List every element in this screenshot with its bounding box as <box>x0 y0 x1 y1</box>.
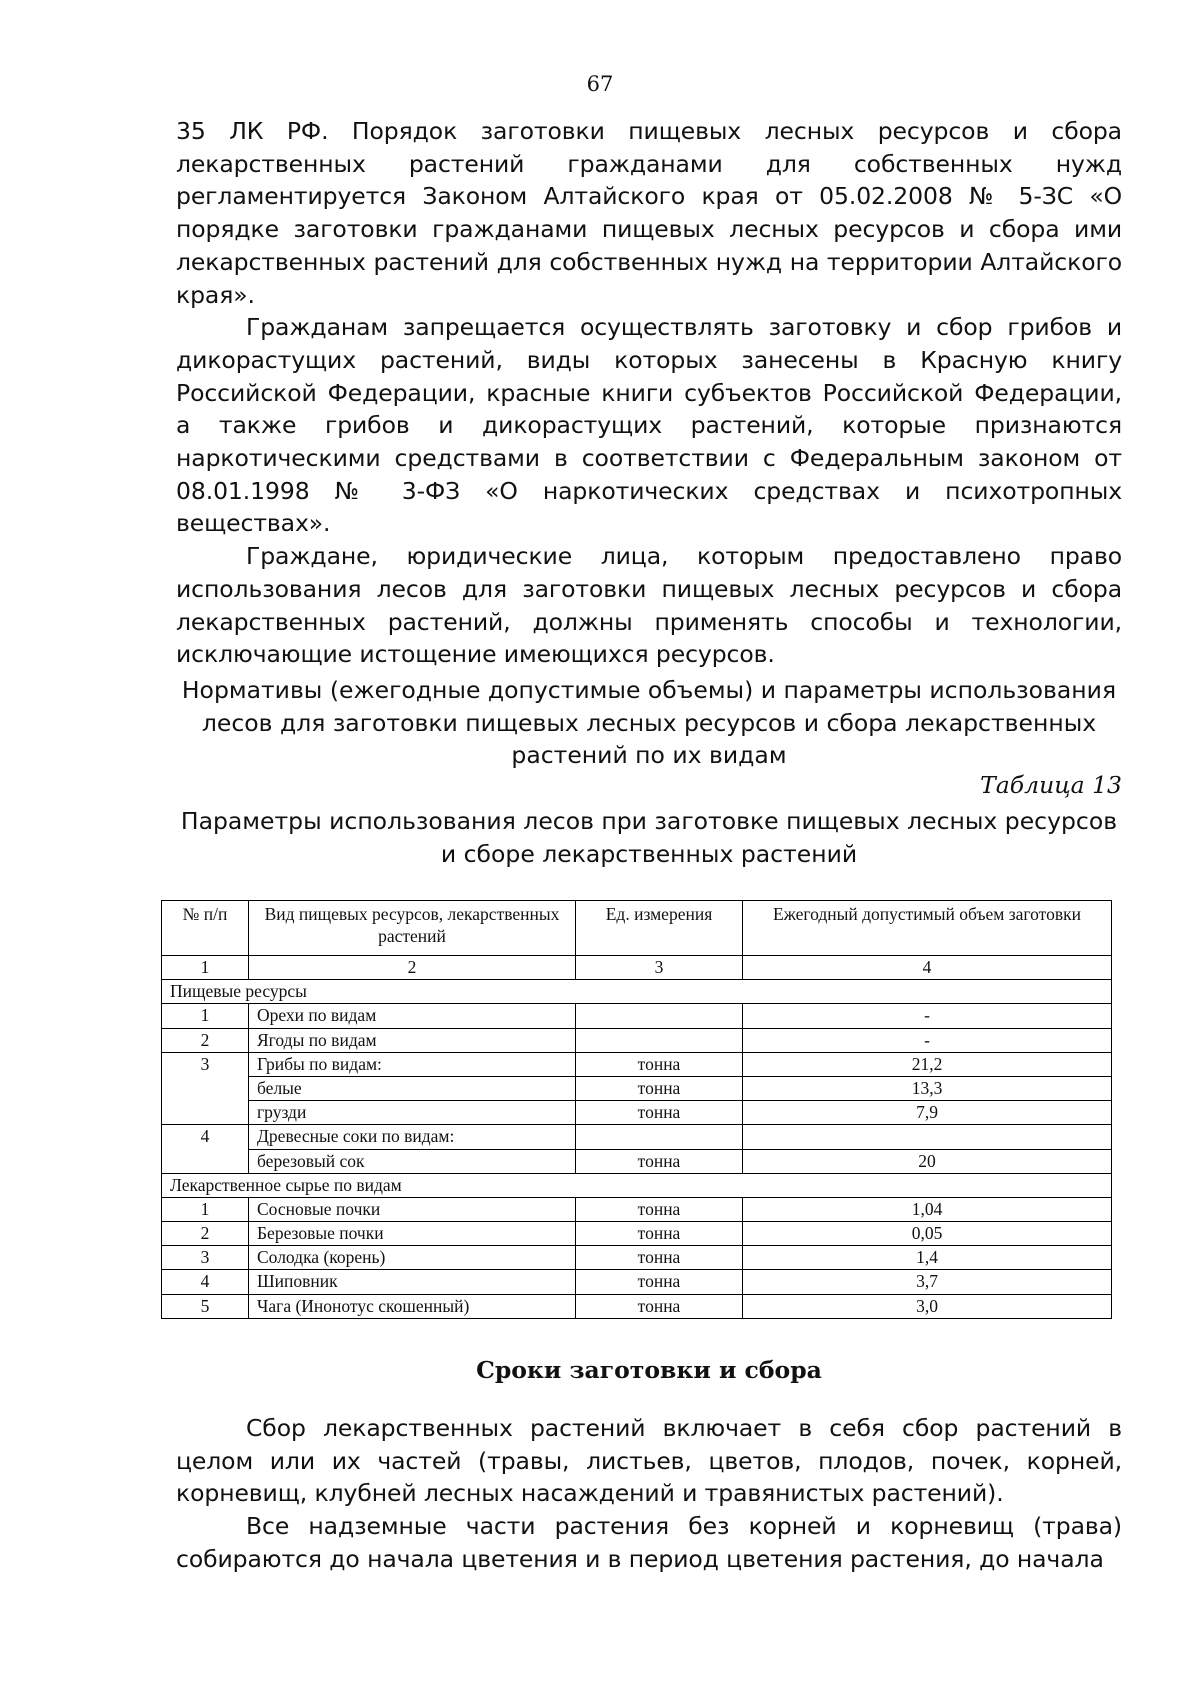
row-volume: - <box>743 1004 1112 1028</box>
paragraph-1: 35 ЛК РФ. Порядок заготовки пищевых лесных ресурсов и сбора лекарственных растений гражданами для собственных нужд регламентируется Законом Алтайского края от 05.02.2008 № 5-ЗС «О порядке заготовки гражданами пищевых лесных ресурсов и сбора ими лекарственных растений для собственных нужд на территории Алтайского края». <box>176 117 1122 309</box>
column-number: 4 <box>743 956 1112 980</box>
header-cell-number: № п/п <box>162 901 249 956</box>
row-unit: тонна <box>576 1052 743 1076</box>
row-volume: 3,7 <box>743 1270 1112 1294</box>
row-name: Березовые почки <box>249 1222 576 1246</box>
table-row <box>162 1052 1112 1076</box>
row-volume: 0,05 <box>743 1222 1112 1246</box>
row-unit: тонна <box>576 1294 743 1318</box>
table-row <box>162 1270 1112 1294</box>
table-row <box>162 1197 1112 1221</box>
row-unit: тонна <box>576 1076 743 1100</box>
table-row <box>162 1149 1112 1173</box>
row-number: 2 <box>162 1028 249 1052</box>
row-volume: 1,4 <box>743 1246 1112 1270</box>
row-name: Ягоды по видам <box>249 1028 576 1052</box>
group-title: Пищевые ресурсы <box>162 980 1112 1004</box>
group-row-food <box>162 980 1112 1004</box>
row-volume: 3,0 <box>743 1294 1112 1318</box>
table-row <box>162 1076 1112 1100</box>
group-row-medicinal <box>162 1173 1112 1197</box>
row-name: березовый сок <box>249 1149 576 1173</box>
row-number: 3 <box>162 1052 249 1125</box>
row-volume: 7,9 <box>743 1101 1112 1125</box>
column-numbers-row <box>162 956 1112 980</box>
group-title: Лекарственное сырье по видам <box>162 1173 1112 1197</box>
table-row <box>162 1294 1112 1318</box>
table-row <box>162 1246 1112 1270</box>
parameters-table <box>161 900 1112 1319</box>
column-number: 3 <box>576 956 743 980</box>
row-name: грузди <box>249 1101 576 1125</box>
top-text-block <box>176 115 1122 671</box>
bottom-text-block <box>176 1412 1122 1576</box>
row-unit: тонна <box>576 1197 743 1221</box>
row-volume: - <box>743 1028 1112 1052</box>
paragraph-3: Граждане, юридические лица, которым предоставлено право использования лесов для заготовки пищевых лесных ресурсов и сбора лекарственных растений, должны применять способы и технологии, исключающие истощение имеющихся ресурсов. <box>176 542 1122 669</box>
row-volume <box>743 1125 1112 1149</box>
header-cell-unit: Ед. измерения <box>576 901 743 956</box>
row-unit: тонна <box>576 1101 743 1125</box>
row-unit: тонна <box>576 1270 743 1294</box>
table-row <box>162 1222 1112 1246</box>
row-unit <box>576 1028 743 1052</box>
row-name: Древесные соки по видам: <box>249 1125 576 1149</box>
row-name: белые <box>249 1076 576 1100</box>
column-number: 2 <box>249 956 576 980</box>
row-volume: 1,04 <box>743 1197 1112 1221</box>
row-number: 1 <box>162 1197 249 1221</box>
column-number: 1 <box>162 956 249 980</box>
paragraph-4: Сбор лекарственных растений включает в себя сбор растений в целом или их частей (травы, листьев, цветов, плодов, почек, корней, корневищ, клубней лесных насаждений и травянистых растений). <box>176 1414 1122 1508</box>
table-row <box>162 1028 1112 1052</box>
table-number: Таблица 13 <box>980 771 1122 799</box>
row-name: Сосновые почки <box>249 1197 576 1221</box>
header-cell-type: Вид пищевых ресурсов, лекарственных растений <box>249 901 576 956</box>
row-unit <box>576 1004 743 1028</box>
row-unit <box>576 1125 743 1149</box>
table-row <box>162 1004 1112 1028</box>
paragraph-2: Гражданам запрещается осуществлять заготовку и сбор грибов и дикорастущих растений, виды которых занесены в Красную книгу Российской Федерации, красные книги субъектов Российской Федерации, а также грибов и дикорастущих растений, которые признаются наркотическими средствами в соответствии с Федеральным законом от 08.01.1998 № 3-ФЗ «О наркотических средствах и психотропных веществах». <box>176 313 1122 538</box>
row-unit: тонна <box>576 1149 743 1173</box>
row-number: 1 <box>162 1004 249 1028</box>
row-name: Орехи по видам <box>249 1004 576 1028</box>
row-volume: 20 <box>743 1149 1112 1173</box>
paragraph-5: Все надземные части растения без корней и корневищ (трава) собираются до начала цветения и в период цветения растения, до начала <box>176 1512 1122 1573</box>
norms-heading: Нормативы (ежегодные допустимые объемы) и параметры использования лесов для заготовки пищевых лесных ресурсов и сбора лекарственных растений по их видам <box>181 676 1117 770</box>
table-header-row <box>162 901 1112 956</box>
row-name: Солодка (корень) <box>249 1246 576 1270</box>
header-cell-volume: Ежегодный допустимый объем заготовки <box>743 901 1112 956</box>
row-volume: 13,3 <box>743 1076 1112 1100</box>
row-unit: тонна <box>576 1222 743 1246</box>
page-number: 67 <box>586 72 614 96</box>
row-name: Чага (Инонотус скошенный) <box>249 1294 576 1318</box>
row-number: 5 <box>162 1294 249 1318</box>
table-title: Параметры использования лесов при заготовке пищевых лесных ресурсов и сборе лекарственных растений <box>180 807 1118 868</box>
row-unit: тонна <box>576 1246 743 1270</box>
row-number: 4 <box>162 1125 249 1173</box>
row-volume: 21,2 <box>743 1052 1112 1076</box>
row-number: 3 <box>162 1246 249 1270</box>
table-row <box>162 1125 1112 1149</box>
row-number: 4 <box>162 1270 249 1294</box>
row-number: 2 <box>162 1222 249 1246</box>
section-title: Сроки заготовки и сбора <box>476 1356 822 1384</box>
row-name: Шиповник <box>249 1270 576 1294</box>
table-row <box>162 1101 1112 1125</box>
row-name: Грибы по видам: <box>249 1052 576 1076</box>
